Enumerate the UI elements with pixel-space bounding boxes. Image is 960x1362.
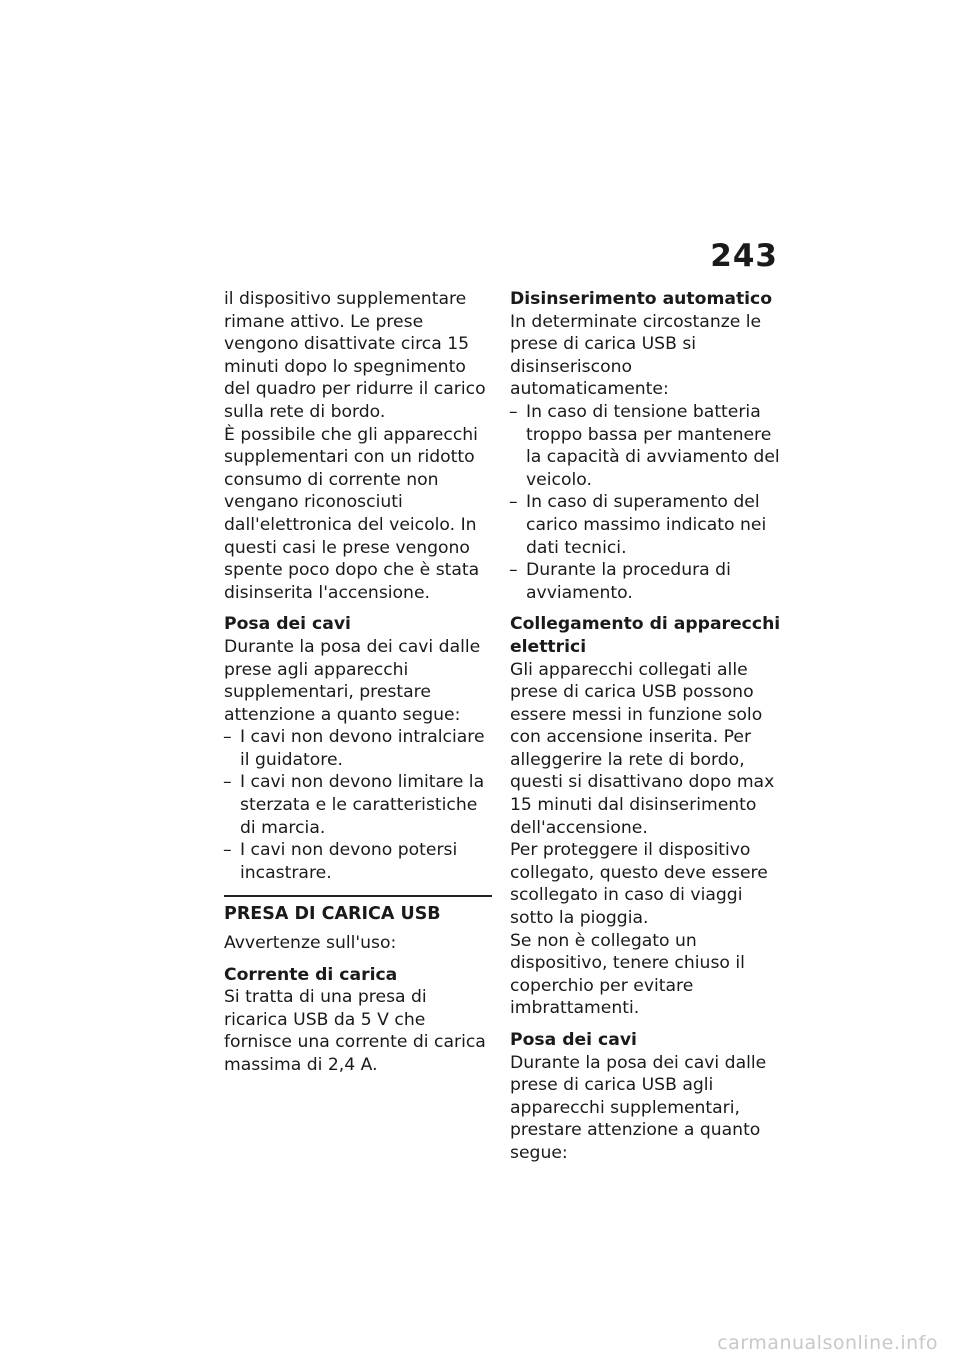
posa-text-right: Durante la posa dei cavi dalle prese di carica USB agli apparecchi supplementari, prestare attenzione a quanto segue: <box>510 1052 767 1163</box>
collegamento-text-1: Gli apparecchi collegati alle prese di carica USB possono essere messi in funzione solo con accensione inserita. Per alleggerire la rete di bordo, questi si disattivano dopo max 15 minuti dal disinserimento dell'accensione. <box>510 659 775 838</box>
corrente-heading: Corrente di carica <box>224 964 398 985</box>
collegamento-text-2: Per proteggere il dispositivo collegato, questo deve essere scollegato in caso di viaggi sotto la pioggia. <box>510 840 768 929</box>
corrente-text: Si tratta di una presa di ricarica USB da 5 V che fornisce una corrente di carica massima di 2,4 A. <box>224 987 486 1075</box>
right-column <box>510 288 782 1165</box>
posa-heading: Posa dei cavi <box>224 614 351 635</box>
watermark: carmanualsonline.info <box>717 1332 938 1354</box>
collegamento-heading: Collegamento di apparecchi elettrici <box>510 614 781 657</box>
dash-icon: – <box>509 492 518 513</box>
intro-paragraph-1: il dispositivo supplementare rimane attivo. Le prese vengono disattivate circa 15 minuti dopo lo spegnimento del quadro per ridurre il carico sulla rete di bordo. <box>224 289 486 422</box>
list-item: – Durante la procedura di avviamento. <box>509 560 731 603</box>
dash-icon: – <box>509 401 518 422</box>
posa-heading-right: Posa dei cavi <box>510 1030 637 1050</box>
avvertenze-text: Avvertenze sull'uso: <box>224 933 397 954</box>
dash-icon: – <box>223 772 232 793</box>
disinserimento-heading: Disinserimento automatico <box>510 289 773 309</box>
collegamento-text-3: Se non è collegato un dispositivo, tenere chiuso il coperchio per evitare imbrattamenti. <box>510 930 745 1019</box>
list-item: – I cavi non devono limitare la sterzata e le caratteristiche di marcia. <box>223 772 485 838</box>
list-item: – I cavi non devono intralciare il guidatore. <box>223 727 485 770</box>
posa-text: Durante la posa dei cavi dalle prese agli apparecchi supplementari, prestare attenzione a quanto segue: <box>224 636 481 725</box>
disinserimento-text: In determinate circostanze le prese di carica USB si disinseriscono automaticamente: <box>510 311 762 400</box>
left-column <box>224 288 492 1077</box>
section-divider <box>224 895 492 897</box>
dash-icon: – <box>509 560 518 581</box>
list-item: – I cavi non devono potersi incastrare. <box>223 840 458 883</box>
list-item: – In caso di tensione batteria troppo bassa per mantenere la capacità di avviamento del veicolo. <box>509 401 780 490</box>
intro-paragraph-2: È possibile che gli apparecchi supplementari con un ridotto consumo di corrente non vengano riconosciuti dall'elettronica del veicolo. In questi casi le prese vengono spente poco dopo che è stata disinserita l'accensione. <box>224 424 480 603</box>
dash-icon: – <box>223 727 232 748</box>
dash-icon: – <box>223 840 232 861</box>
page-number: 243 <box>710 238 778 274</box>
section-title: PRESA DI CARICA USB <box>224 904 441 925</box>
list-item: – In caso di superamento del carico massimo indicato nei dati tecnici. <box>509 492 767 558</box>
